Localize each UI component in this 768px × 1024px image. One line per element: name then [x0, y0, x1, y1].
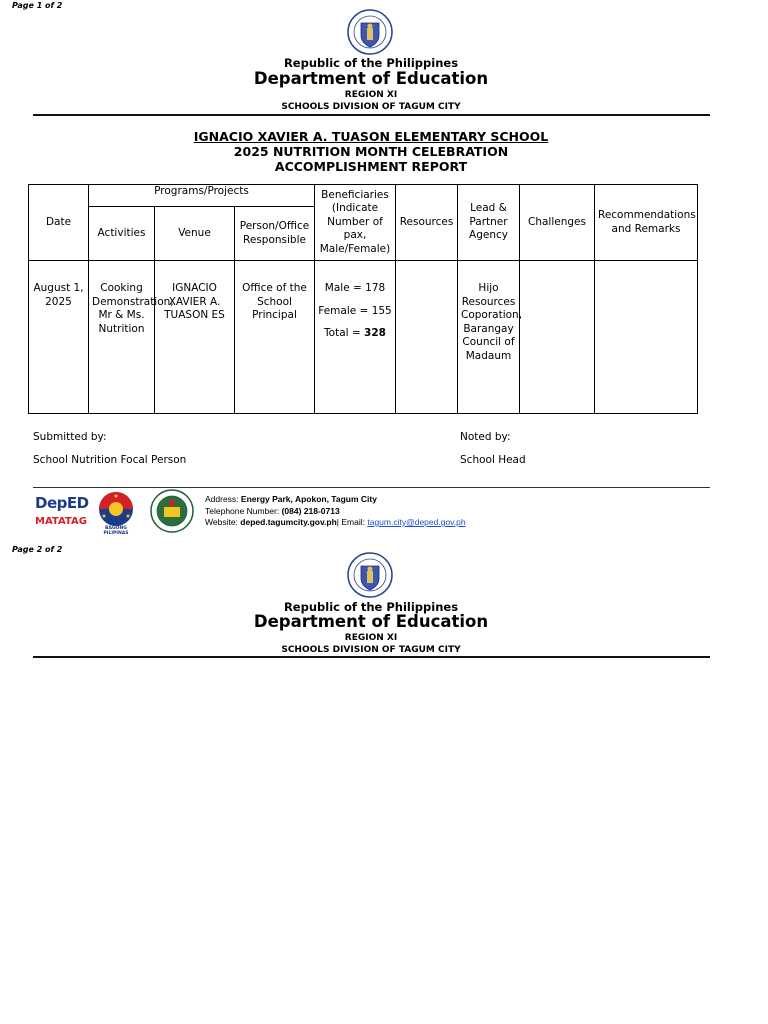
cell-venue: IGNACIO XAVIER A. TUASON ES [155, 261, 235, 414]
header-programs: Programs/Projects [89, 185, 315, 207]
cell-activities: Cooking Demonstration, Mr & Ms. Nutrition [89, 261, 155, 414]
division-heading: SCHOOLS DIVISION OF TAGUM CITY [281, 102, 461, 112]
email-link[interactable]: tagum.city@deped.gov.ph [367, 517, 466, 527]
republic-heading: Republic of the Philippines [283, 56, 459, 70]
page-number-label-2: Page 2 of 2 [12, 545, 63, 554]
website-link[interactable]: deped.tagumcity.gov.ph [240, 517, 337, 527]
address-value: Energy Park, Apokon, Tagum City [240, 494, 377, 504]
header-venue: Venue [155, 207, 235, 261]
header-beneficiaries: Beneficiaries (Indicate Number of pax, Male/Female) [315, 185, 396, 261]
cell-date: August 1, 2025 [29, 261, 89, 414]
cell-challenges [520, 261, 595, 414]
cell-lead: Hijo Resources Coporation, Barangay Council of Madaum [458, 261, 520, 414]
header-divider [33, 114, 710, 116]
school-name: IGNACIO XAVIER A. TUASON ELEMENTARY SCHOOL [193, 129, 549, 144]
report-title-line2: 2025 NUTRITION MONTH CELEBRATION [233, 144, 509, 159]
cell-recommendations [595, 261, 698, 414]
deped-matatag-logo: DepED MATATAG [35, 494, 89, 527]
header-activities: Activities [89, 207, 155, 261]
submitted-by-label: Submitted by: [33, 431, 107, 443]
division-heading-2: SCHOOLS DIVISION OF TAGUM CITY [281, 645, 461, 655]
cell-resources [396, 261, 458, 414]
region-heading-2: REGION XI [344, 633, 398, 643]
report-title-line3: ACCOMPLISHMENT REPORT [274, 159, 468, 174]
header-lead: Lead & Partner Agency [458, 185, 520, 261]
page-number-label: Page 1 of 2 [12, 1, 63, 10]
division-seal-icon [150, 489, 194, 533]
department-heading-2: Department of Education [253, 612, 489, 631]
phone-value: (084) 218-0713 [281, 505, 340, 516]
table-row [29, 261, 698, 414]
header-resources: Resources [396, 185, 458, 261]
header-recommendations: Recommendations and Remarks [595, 185, 698, 261]
header-date: Date [29, 185, 89, 261]
header-divider-2 [33, 656, 710, 658]
department-heading: Department of Education [253, 69, 489, 88]
footer-divider [33, 487, 710, 488]
header-person: Person/Office Responsible [235, 207, 315, 261]
submitted-by-role: School Nutrition Focal Person [33, 454, 187, 466]
noted-by-role: School Head [460, 454, 526, 466]
header-challenges: Challenges [520, 185, 595, 261]
cell-person: Office of the School Principal [235, 261, 315, 414]
republic-heading-2: Republic of the Philippines [283, 600, 459, 614]
cell-beneficiaries [315, 261, 396, 414]
deped-seal-icon [347, 9, 393, 55]
beneficiaries-female: Female = 155 [318, 304, 392, 317]
beneficiaries-total: Total = 328 [324, 327, 386, 339]
deped-seal-icon [347, 552, 393, 598]
bagong-pilipinas-caption: BAGONG PILIPINAS [103, 526, 129, 536]
footer-contact: Address: Energy Park, Apokon, Tagum City Telephone Number: (084) 218-0713 Website: deped.tagumcity.gov.ph| Email: tagum.city@deped.gov.ph [205, 494, 466, 527]
beneficiaries-male: Male = 178 [324, 282, 386, 294]
noted-by-label: Noted by: [460, 431, 511, 443]
accomplishment-table [28, 184, 698, 414]
region-heading: REGION XI [344, 90, 398, 100]
